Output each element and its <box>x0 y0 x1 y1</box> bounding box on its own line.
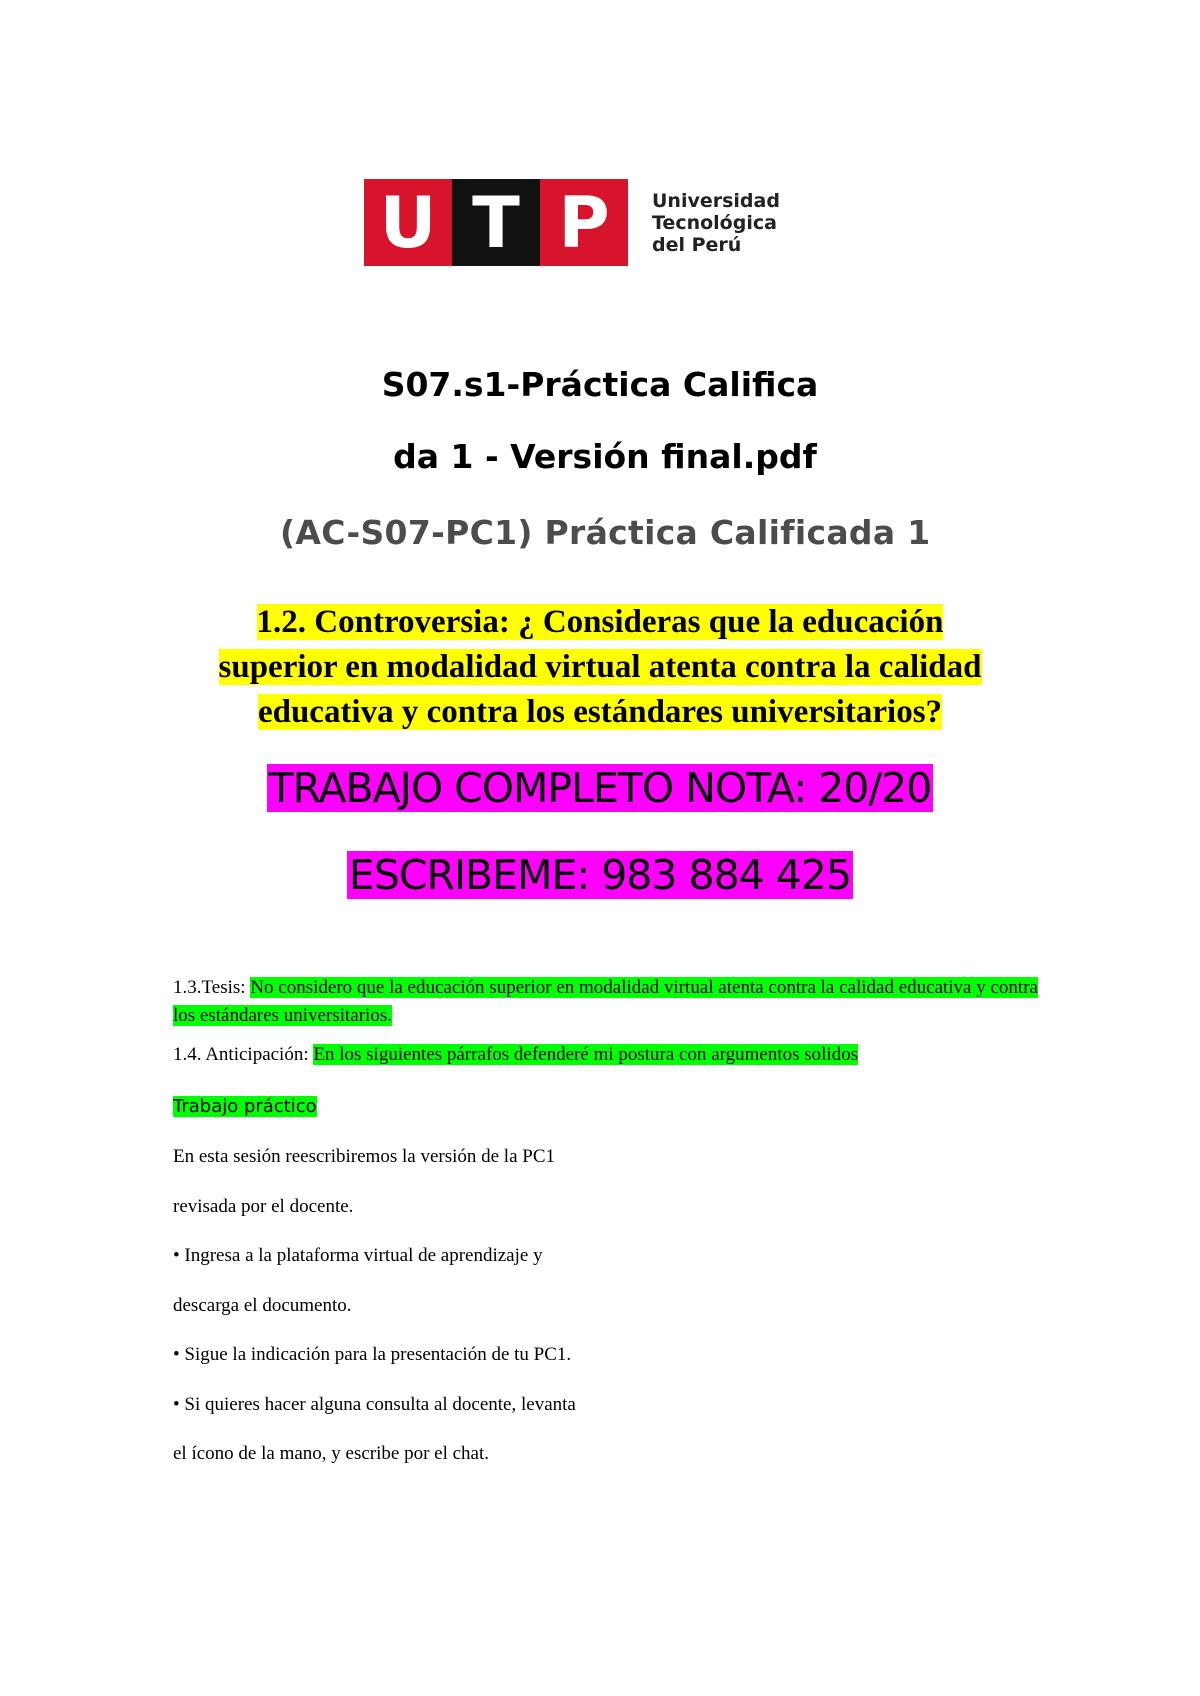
instruction-line: En esta sesión reescribiremos la versión de la PC1 <box>173 1146 556 1167</box>
grade-banner <box>0 756 1200 820</box>
utp-logo <box>364 179 780 266</box>
instruction-line: el ícono de la mano, y escribe por el chat. <box>173 1443 490 1464</box>
logo-letter-p: P <box>540 179 628 266</box>
trabajo-practico-text: Trabajo práctico <box>173 1096 317 1117</box>
controversy-question <box>140 600 1060 735</box>
instruction-line: • Ingresa a la plataforma virtual de aprendizaje y <box>173 1245 543 1266</box>
logo-name-line: Universidad <box>652 189 780 212</box>
controversy-line: 1.2. Controversia: ¿ Consideras que la educación <box>256 604 944 640</box>
contact-banner-text: ESCRIBEME: 983 884 425 <box>348 851 852 899</box>
anticipacion-paragraph <box>173 1044 858 1066</box>
anticipacion-label: 1.4. Anticipación: <box>173 1044 314 1065</box>
document-subtitle: (AC-S07-PC1) Práctica Calificada 1 <box>280 513 931 552</box>
tesis-label: 1.3.Tesis: <box>173 977 251 998</box>
anticipacion-text: En los siguientes párrafos defenderé mi postura con argumentos solidos <box>313 1044 859 1065</box>
document-title-line-2: da 1 - Versión final.pdf <box>393 437 817 476</box>
contact-banner <box>0 843 1200 907</box>
logo-letter-u: U <box>364 179 452 266</box>
logo-university-name <box>652 190 780 256</box>
grade-banner-text: TRABAJO COMPLETO NOTA: 20/20 <box>268 764 932 812</box>
logo-name-line: del Perú <box>652 233 742 256</box>
instruction-line: • Si quieres hacer alguna consulta al docente, levanta <box>173 1394 576 1415</box>
instruction-line: revisada por el docente. <box>173 1196 354 1217</box>
tesis-text: No considero que la educación superior en modalidad virtual atenta contra la calidad educativa y contra los estándares universitarios. <box>173 977 1038 1026</box>
controversy-line: superior en modalidad virtual atenta contra la calidad <box>218 649 982 685</box>
tesis-paragraph <box>173 974 1043 1030</box>
instruction-line: descarga el documento. <box>173 1295 352 1316</box>
instruction-line: • Sigue la indicación para la presentación de tu PC1. <box>173 1344 572 1365</box>
logo-name-line: Tecnológica <box>652 211 777 234</box>
logo-letter-t: T <box>452 179 540 266</box>
document-title-line-1: S07.s1-Práctica Califica <box>381 365 819 404</box>
trabajo-practico-heading <box>173 1096 317 1117</box>
controversy-line: educativa y contra los estándares universitarios? <box>257 694 943 730</box>
